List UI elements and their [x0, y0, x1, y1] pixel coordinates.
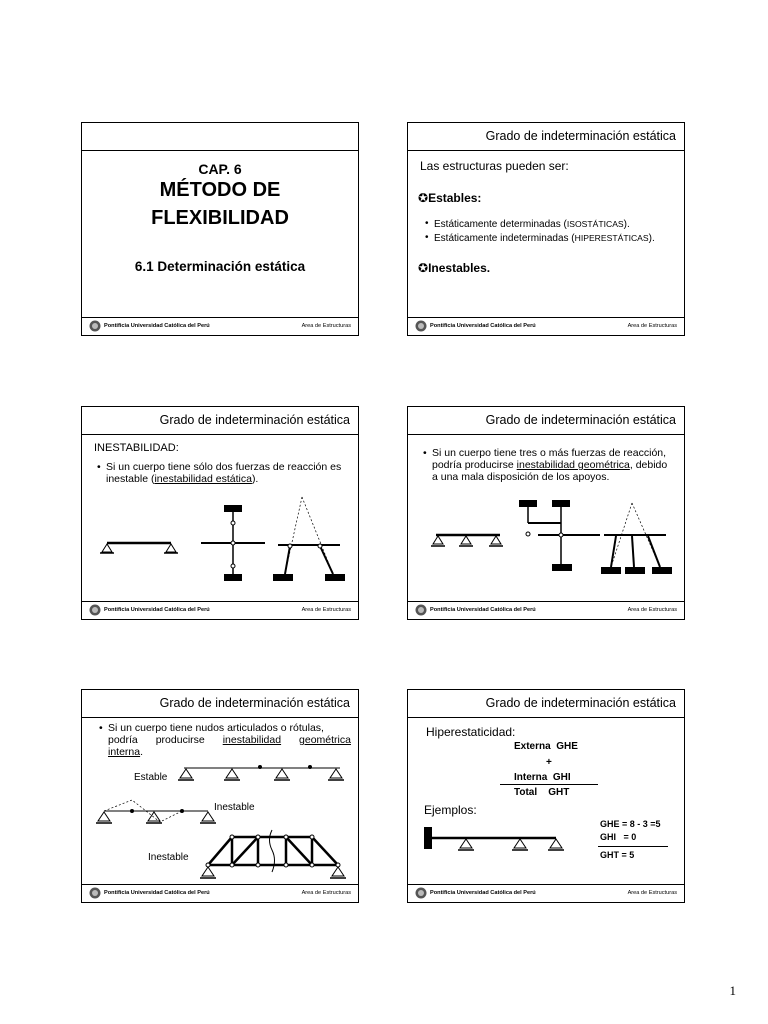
flower-icon: ✪ [418, 191, 429, 205]
ghe-row: Externa GHE [514, 741, 578, 752]
area-name: Area de Estructuras [301, 607, 351, 613]
bullet-internal-instability: • Si un cuerpo tiene nudos articulados o rótulas, podría producirse inestabilidad geométrica interna. [99, 722, 351, 758]
bullet-geometric-instability: • Si un cuerpo tiene tres o más fuerzas de reacción, podría producirse inestabilidad geométrica, debido a una mala disposición de los apoyos. [423, 447, 668, 483]
ght-calc: GHT = 5 [600, 850, 635, 860]
area-name: Area de Estructuras [627, 607, 677, 613]
slide-footer [82, 317, 358, 335]
ghi-row: Interna GHI [514, 772, 571, 783]
slide-3 [81, 406, 359, 620]
hiperestaticidad-label: Hiperestaticidad: [426, 725, 516, 739]
slide-title: Grado de indeterminación estática [159, 413, 350, 427]
slide-4 [407, 406, 685, 620]
slide-header [408, 123, 684, 151]
flower-icon: ✪ [418, 261, 429, 275]
bullet-isostaticas: • Estáticamente determinadas (ISOSTÁTICAS). [425, 218, 630, 230]
inestables-heading: ✪Inestables. [418, 261, 491, 275]
area-name: Area de Estructuras [627, 323, 677, 329]
area-name: Area de Estructuras [301, 323, 351, 329]
university-name: Pontificia Universidad Católica del Perú [430, 890, 536, 896]
slide-footer [82, 884, 358, 902]
page-number: 1 [729, 983, 736, 998]
slide-title: Grado de indeterminación estática [485, 413, 676, 427]
area-name: Area de Estructuras [627, 890, 677, 896]
intro-text: Las estructuras pueden ser: [420, 159, 569, 173]
hinge-diagrams [82, 690, 360, 904]
slide-footer [82, 601, 358, 619]
university-logo-icon [415, 604, 427, 616]
slide-2 [407, 122, 685, 336]
university-name: Pontificia Universidad Católica del Perú [104, 607, 210, 613]
bullet-two-reactions: • Si un cuerpo tiene sólo dos fuerzas de reacción es inestable (inestabilidad estática). [97, 461, 342, 485]
support-diagrams [408, 407, 686, 621]
instability-diagrams [82, 407, 360, 621]
slide-title: Grado de indeterminación estática [485, 696, 676, 710]
label-inestable-1: Inestable [214, 802, 255, 813]
area-name: Area de Estructuras [301, 890, 351, 896]
estables-heading: ✪Estables: [418, 191, 482, 205]
slide-footer [408, 884, 684, 902]
university-logo-icon [89, 320, 101, 332]
slide-footer [408, 601, 684, 619]
slide-header [82, 123, 358, 151]
university-logo-icon [89, 604, 101, 616]
slide-title: Grado de indeterminación estática [159, 696, 350, 710]
university-logo-icon [415, 320, 427, 332]
label-estable: Estable [134, 772, 168, 783]
slide-1 [81, 122, 359, 336]
slide-footer [408, 317, 684, 335]
section-title: 6.1 Determinación estática [134, 259, 306, 274]
slide-title: Grado de indeterminación estática [485, 129, 676, 143]
plus-sign: + [546, 757, 552, 768]
bullet-hiperestaticas: • Estáticamente indeterminadas (HIPERESTÁTICAS). [425, 232, 655, 244]
ejemplos-label: Ejemplos: [424, 803, 477, 817]
chapter-label: CAP. 6 [198, 161, 242, 177]
ght-row: Total GHT [514, 787, 570, 798]
ghi-calc: GHI = 0 [600, 832, 637, 842]
university-name: Pontificia Universidad Católica del Perú [430, 607, 536, 613]
university-name: Pontificia Universidad Católica del Perú [104, 890, 210, 896]
university-logo-icon [89, 887, 101, 899]
example-beam-diagram [408, 690, 686, 904]
university-name: Pontificia Universidad Católica del Perú [104, 323, 210, 329]
inestabilidad-label: INESTABILIDAD: [94, 442, 179, 454]
chapter-title-line2: FLEXIBILIDAD [151, 207, 289, 229]
slide-6 [407, 689, 685, 903]
chapter-title-line1: MÉTODO DE [159, 179, 281, 201]
label-inestable-2: Inestable [148, 852, 189, 863]
university-name: Pontificia Universidad Católica del Perú [430, 323, 536, 329]
ghe-calc: GHE = 8 - 3 =5 [600, 819, 661, 829]
university-logo-icon [415, 887, 427, 899]
slide-5 [81, 689, 359, 903]
